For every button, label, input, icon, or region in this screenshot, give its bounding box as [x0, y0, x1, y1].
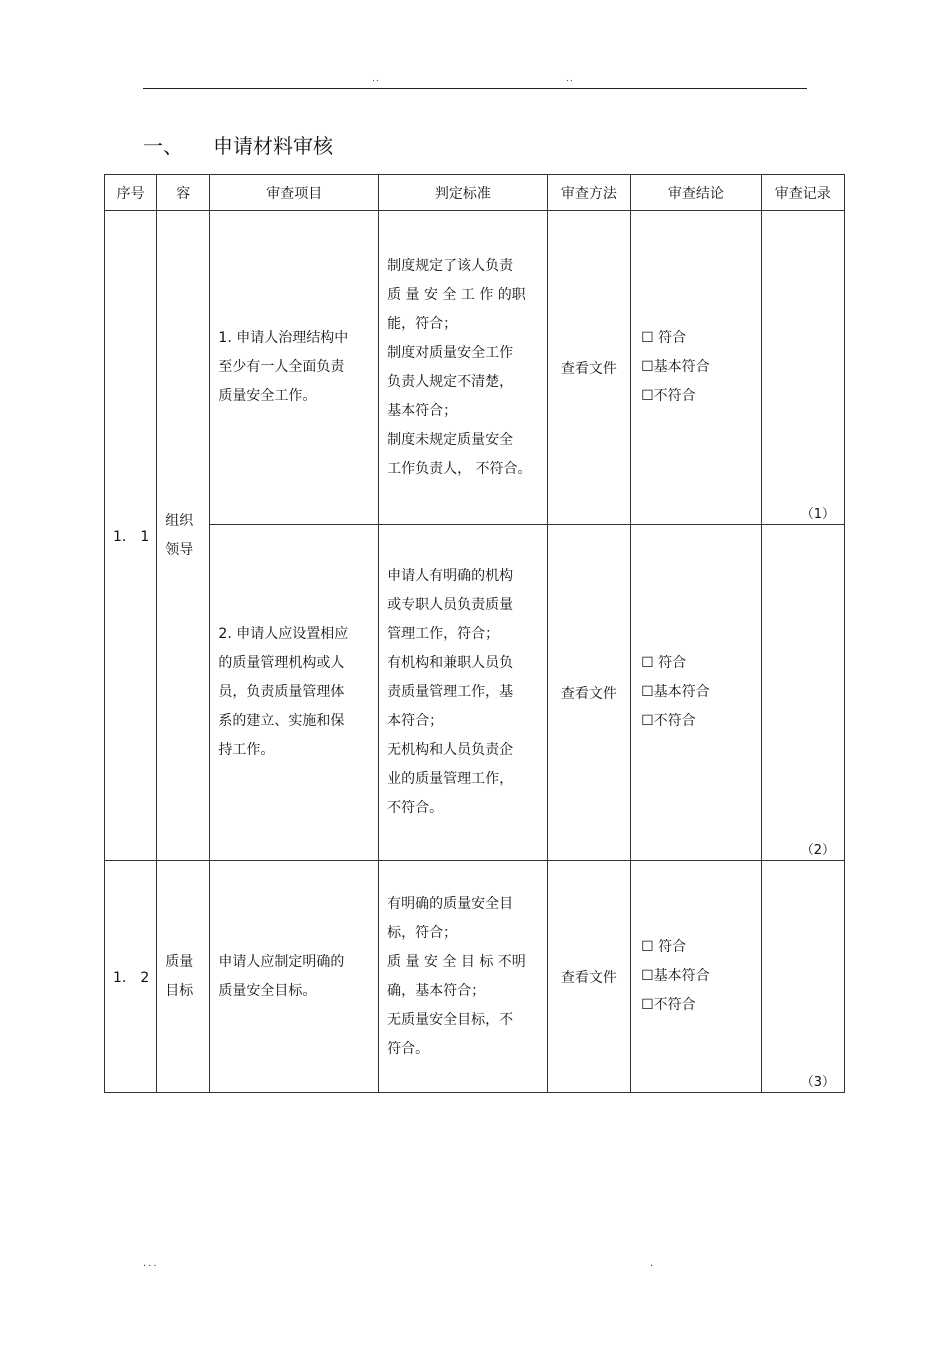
criteria-cell: 制度规定了该人负责 质 量 安 全 工 作 的职 能，符合； 制度对质量安全工作 负责人规定不清楚， 基本符合； 制度未规定质量安全 工作负责人， 不符合。 — [379, 211, 548, 525]
footer-mark-right: . — [650, 1258, 656, 1269]
method-cell: 查看文件 — [547, 861, 630, 1093]
content-cell: 组织 领导 — [157, 211, 210, 861]
header-record: 审查记录 — [761, 175, 844, 211]
header-seq: 序号 — [105, 175, 157, 211]
table-row — [105, 525, 845, 861]
record-cell[interactable] — [761, 211, 844, 525]
header-criteria: 判定标准 — [379, 175, 548, 211]
item-cell: 2. 申请人应设置相应 的质量管理机构或人 员，负责质量管理体 系的建立、实施和保 持工作。 — [210, 525, 379, 861]
table-row — [105, 861, 845, 1093]
footer-mark-left: ... — [143, 1258, 159, 1269]
checkbox-conform[interactable]: ☐ 符合 — [641, 939, 687, 955]
method-cell: 查看文件 — [547, 211, 630, 525]
item-cell: 1. 申请人治理结构中 至少有一人全面负责 质量安全工作。 — [210, 211, 379, 525]
checkbox-basic-conform[interactable]: ☐基本符合 — [641, 359, 710, 375]
section-title — [143, 130, 333, 159]
method-cell: 查看文件 — [547, 525, 630, 861]
checkbox-nonconform[interactable]: ☐不符合 — [641, 713, 696, 729]
checkbox-conform[interactable]: ☐ 符合 — [641, 330, 687, 346]
record-number: （2） — [800, 843, 835, 858]
section-number: 一、 — [143, 134, 183, 158]
record-cell[interactable] — [761, 525, 844, 861]
header-item: 审查项目 — [210, 175, 379, 211]
header-mark-left: .. — [372, 74, 380, 84]
checkbox-basic-conform[interactable]: ☐基本符合 — [641, 684, 710, 700]
checkbox-conform[interactable]: ☐ 符合 — [641, 655, 687, 671]
header-rule — [143, 88, 807, 89]
header-method: 审查方法 — [547, 175, 630, 211]
checkbox-nonconform[interactable]: ☐不符合 — [641, 388, 696, 404]
header-content: 容 — [157, 175, 210, 211]
header-mark-right: .. — [566, 74, 574, 84]
record-cell[interactable] — [761, 861, 844, 1093]
seq-cell: 1． 2 — [105, 861, 157, 1093]
conclusion-cell — [631, 211, 762, 525]
header-conclusion: 审查结论 — [631, 175, 762, 211]
item-cell: 申请人应制定明确的 质量安全目标。 — [210, 861, 379, 1093]
record-number: （1） — [800, 507, 835, 522]
record-number: （3） — [800, 1075, 835, 1090]
content-cell: 质量 目标 — [157, 861, 210, 1093]
checkbox-nonconform[interactable]: ☐不符合 — [641, 997, 696, 1013]
table-header-row — [105, 175, 845, 211]
criteria-cell: 有明确的质量安全目 标，符合； 质 量 安 全 目 标 不明 确，基本符合； 无质量安全目标，不 符合。 — [379, 861, 548, 1093]
audit-table — [104, 174, 845, 1093]
conclusion-cell — [631, 525, 762, 861]
seq-cell: 1． 1 — [105, 211, 157, 861]
checkbox-basic-conform[interactable]: ☐基本符合 — [641, 968, 710, 984]
section-heading: 申请材料审核 — [213, 134, 333, 158]
criteria-cell: 申请人有明确的机构 或专职人员负责质量 管理工作，符合； 有机构和兼职人员负 责质量管理工作，基 本符合； 无机构和人员负责企 业的质量管理工作， 不符合。 — [379, 525, 548, 861]
table-row — [105, 211, 845, 525]
conclusion-cell — [631, 861, 762, 1093]
